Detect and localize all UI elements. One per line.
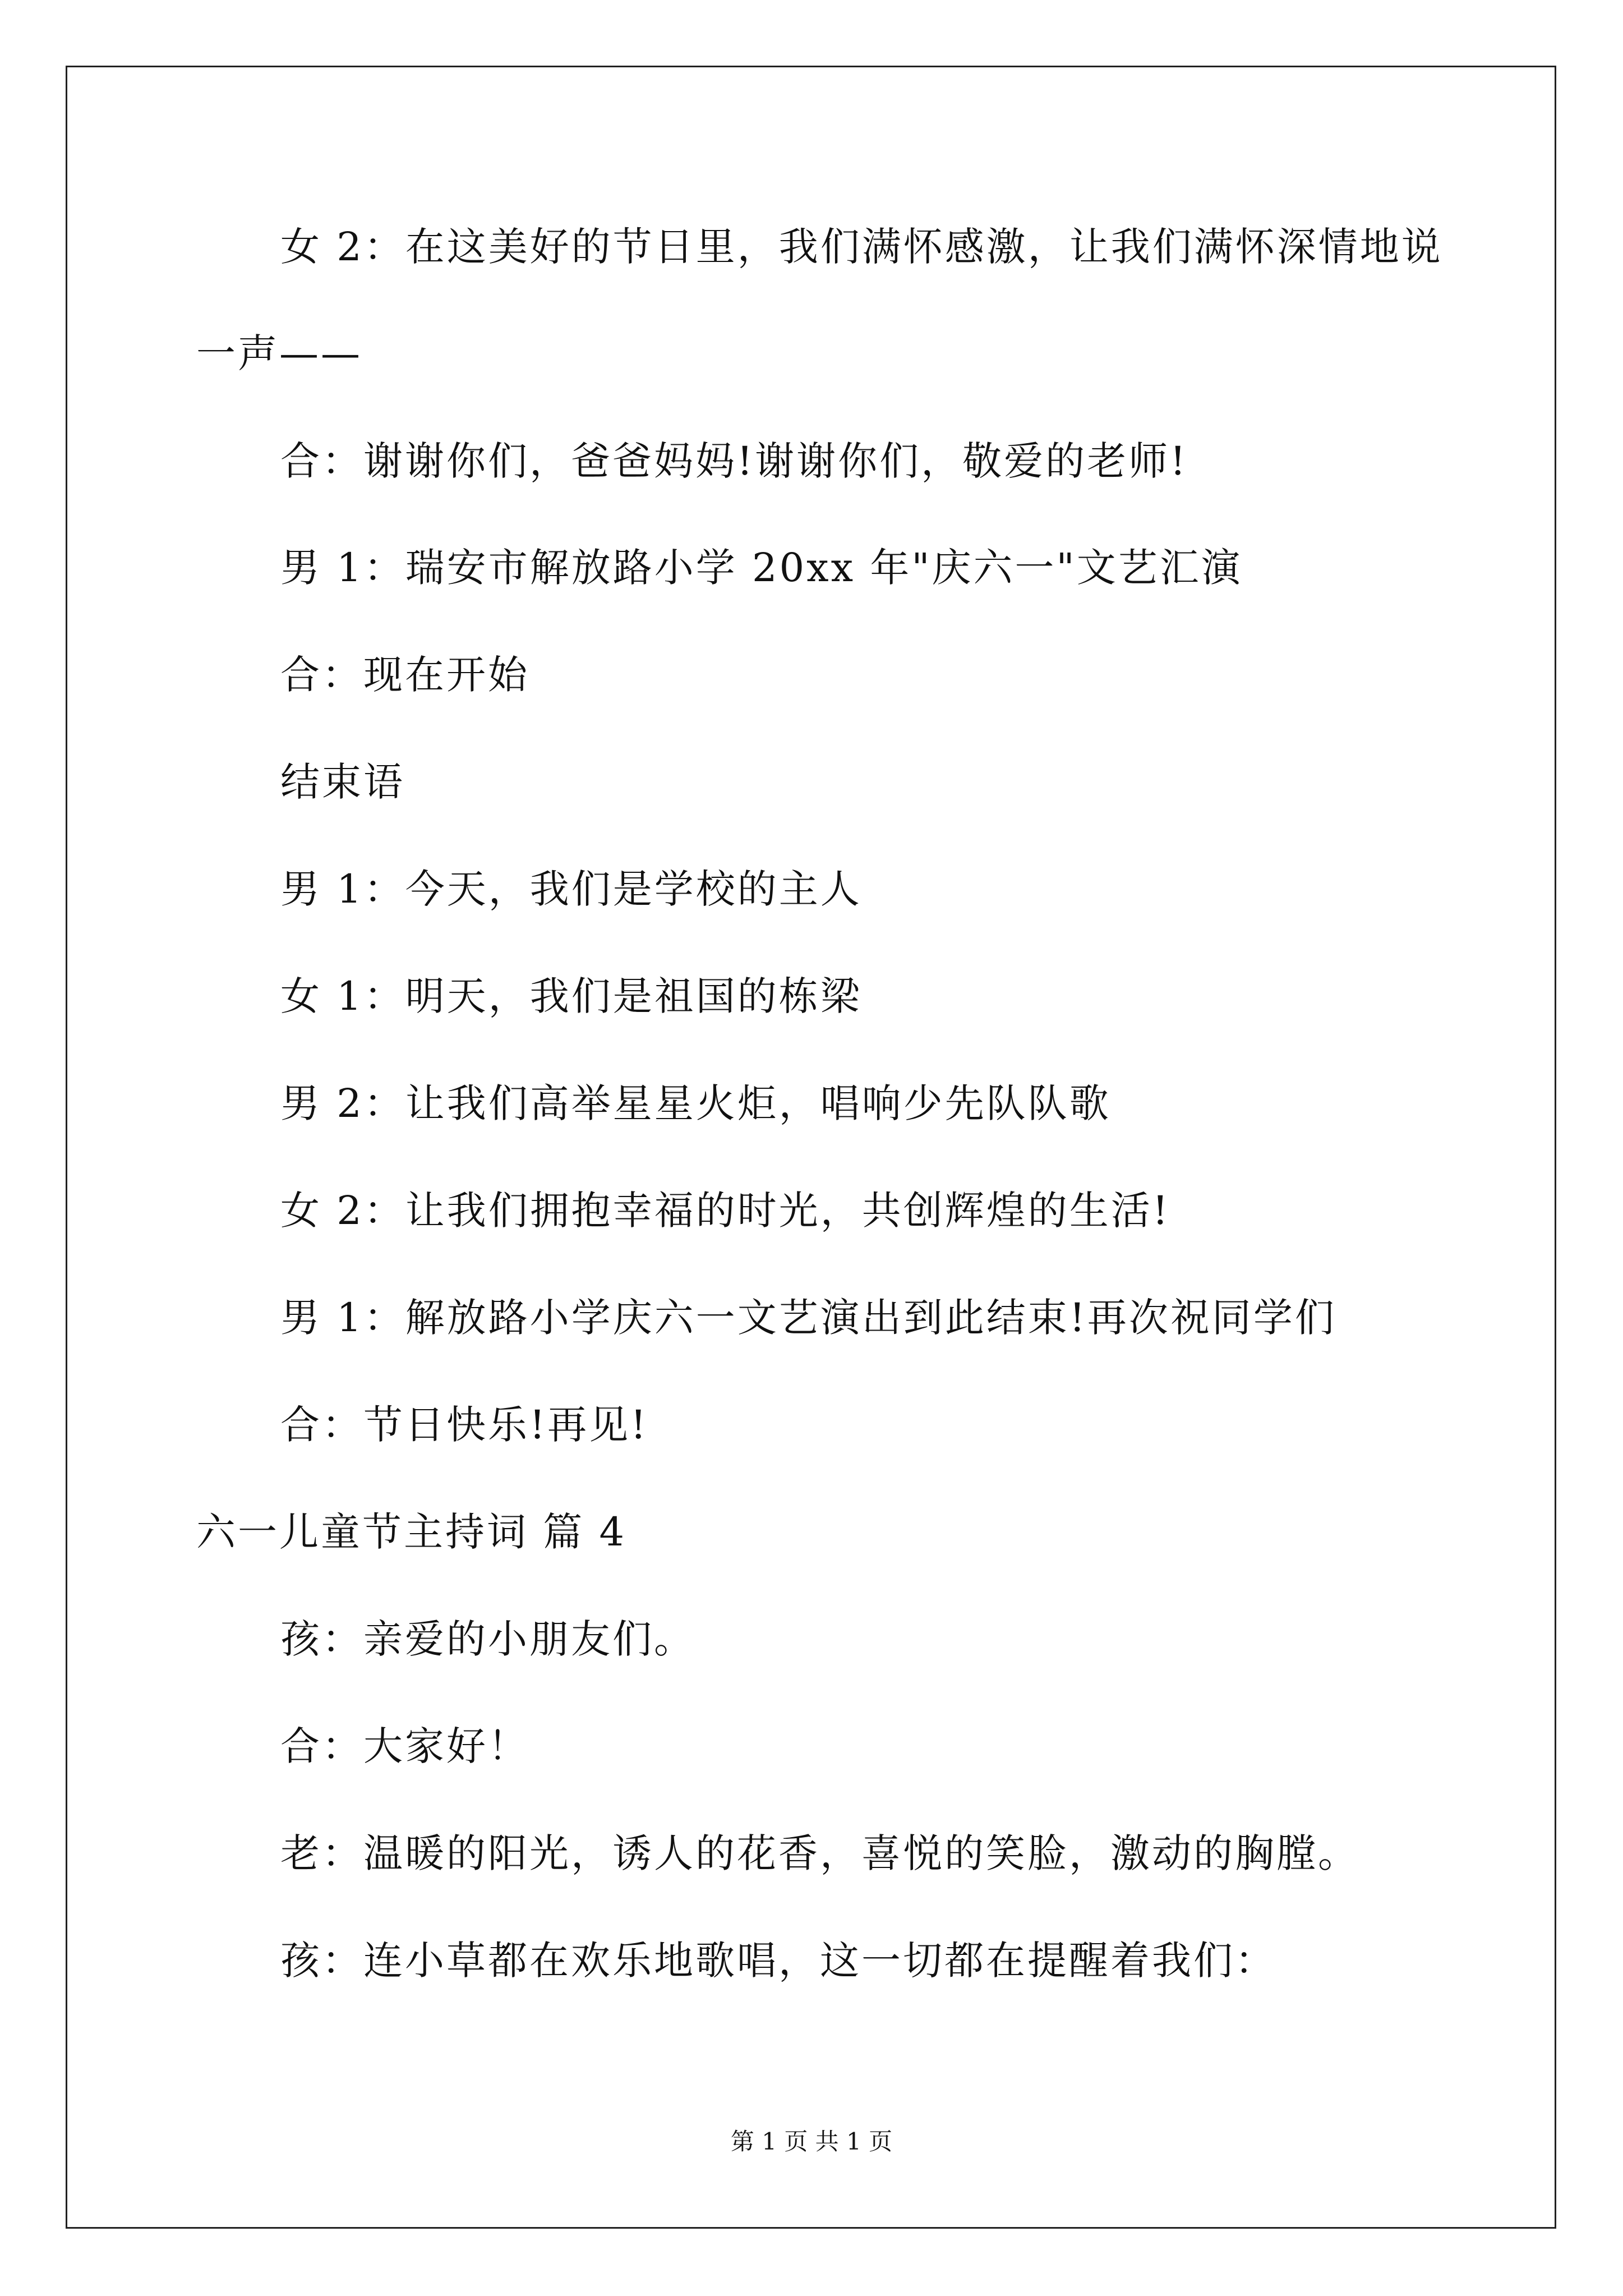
text-line: 合：大家好！ — [280, 1723, 529, 1769]
text-line: 老：温暖的阳光，诱人的花香，喜悦的笑脸，激动的胸膛。 — [280, 1830, 1359, 1876]
text-line: 女 2：在这美好的节日里，我们满怀感激，让我们满怀深情地说 — [280, 224, 1443, 270]
text-line: 女 1：明天，我们是祖国的栋梁 — [280, 973, 862, 1019]
text-line: 男 2：让我们高举星星火炬，唱响少先队队歌 — [280, 1080, 1111, 1126]
text-line: 合：节日快乐!再见! — [280, 1402, 649, 1448]
page-frame — [66, 66, 1556, 2229]
text-line: 女 2：让我们拥抱幸福的时光，共创辉煌的生活! — [280, 1188, 1170, 1234]
page-footer: 第 1 页 共 1 页 — [730, 2128, 893, 2155]
text-line: 孩：亲爱的小朋友们。 — [280, 1616, 695, 1662]
text-line: 男 1：解放路小学庆六一文艺演出到此结束!再次祝同学们 — [280, 1295, 1336, 1341]
text-line: 孩：连小草都在欢乐地歌唱，这一切都在提醒着我们： — [280, 1938, 1276, 1984]
text-line: 一声—— — [196, 330, 362, 376]
text-line: 合：现在开始 — [280, 652, 529, 698]
text-line: 男 1：今天，我们是学校的主人 — [280, 866, 862, 912]
text-line: 男 1：瑞安市解放路小学 20xx 年"庆六一"文艺汇演 — [280, 545, 1243, 591]
section-title: 六一儿童节主持词 篇 4 — [196, 1509, 627, 1555]
section-heading: 结束语 — [280, 759, 405, 805]
text-line: 合：谢谢你们，爸爸妈妈!谢谢你们，敬爱的老师! — [280, 438, 1188, 484]
